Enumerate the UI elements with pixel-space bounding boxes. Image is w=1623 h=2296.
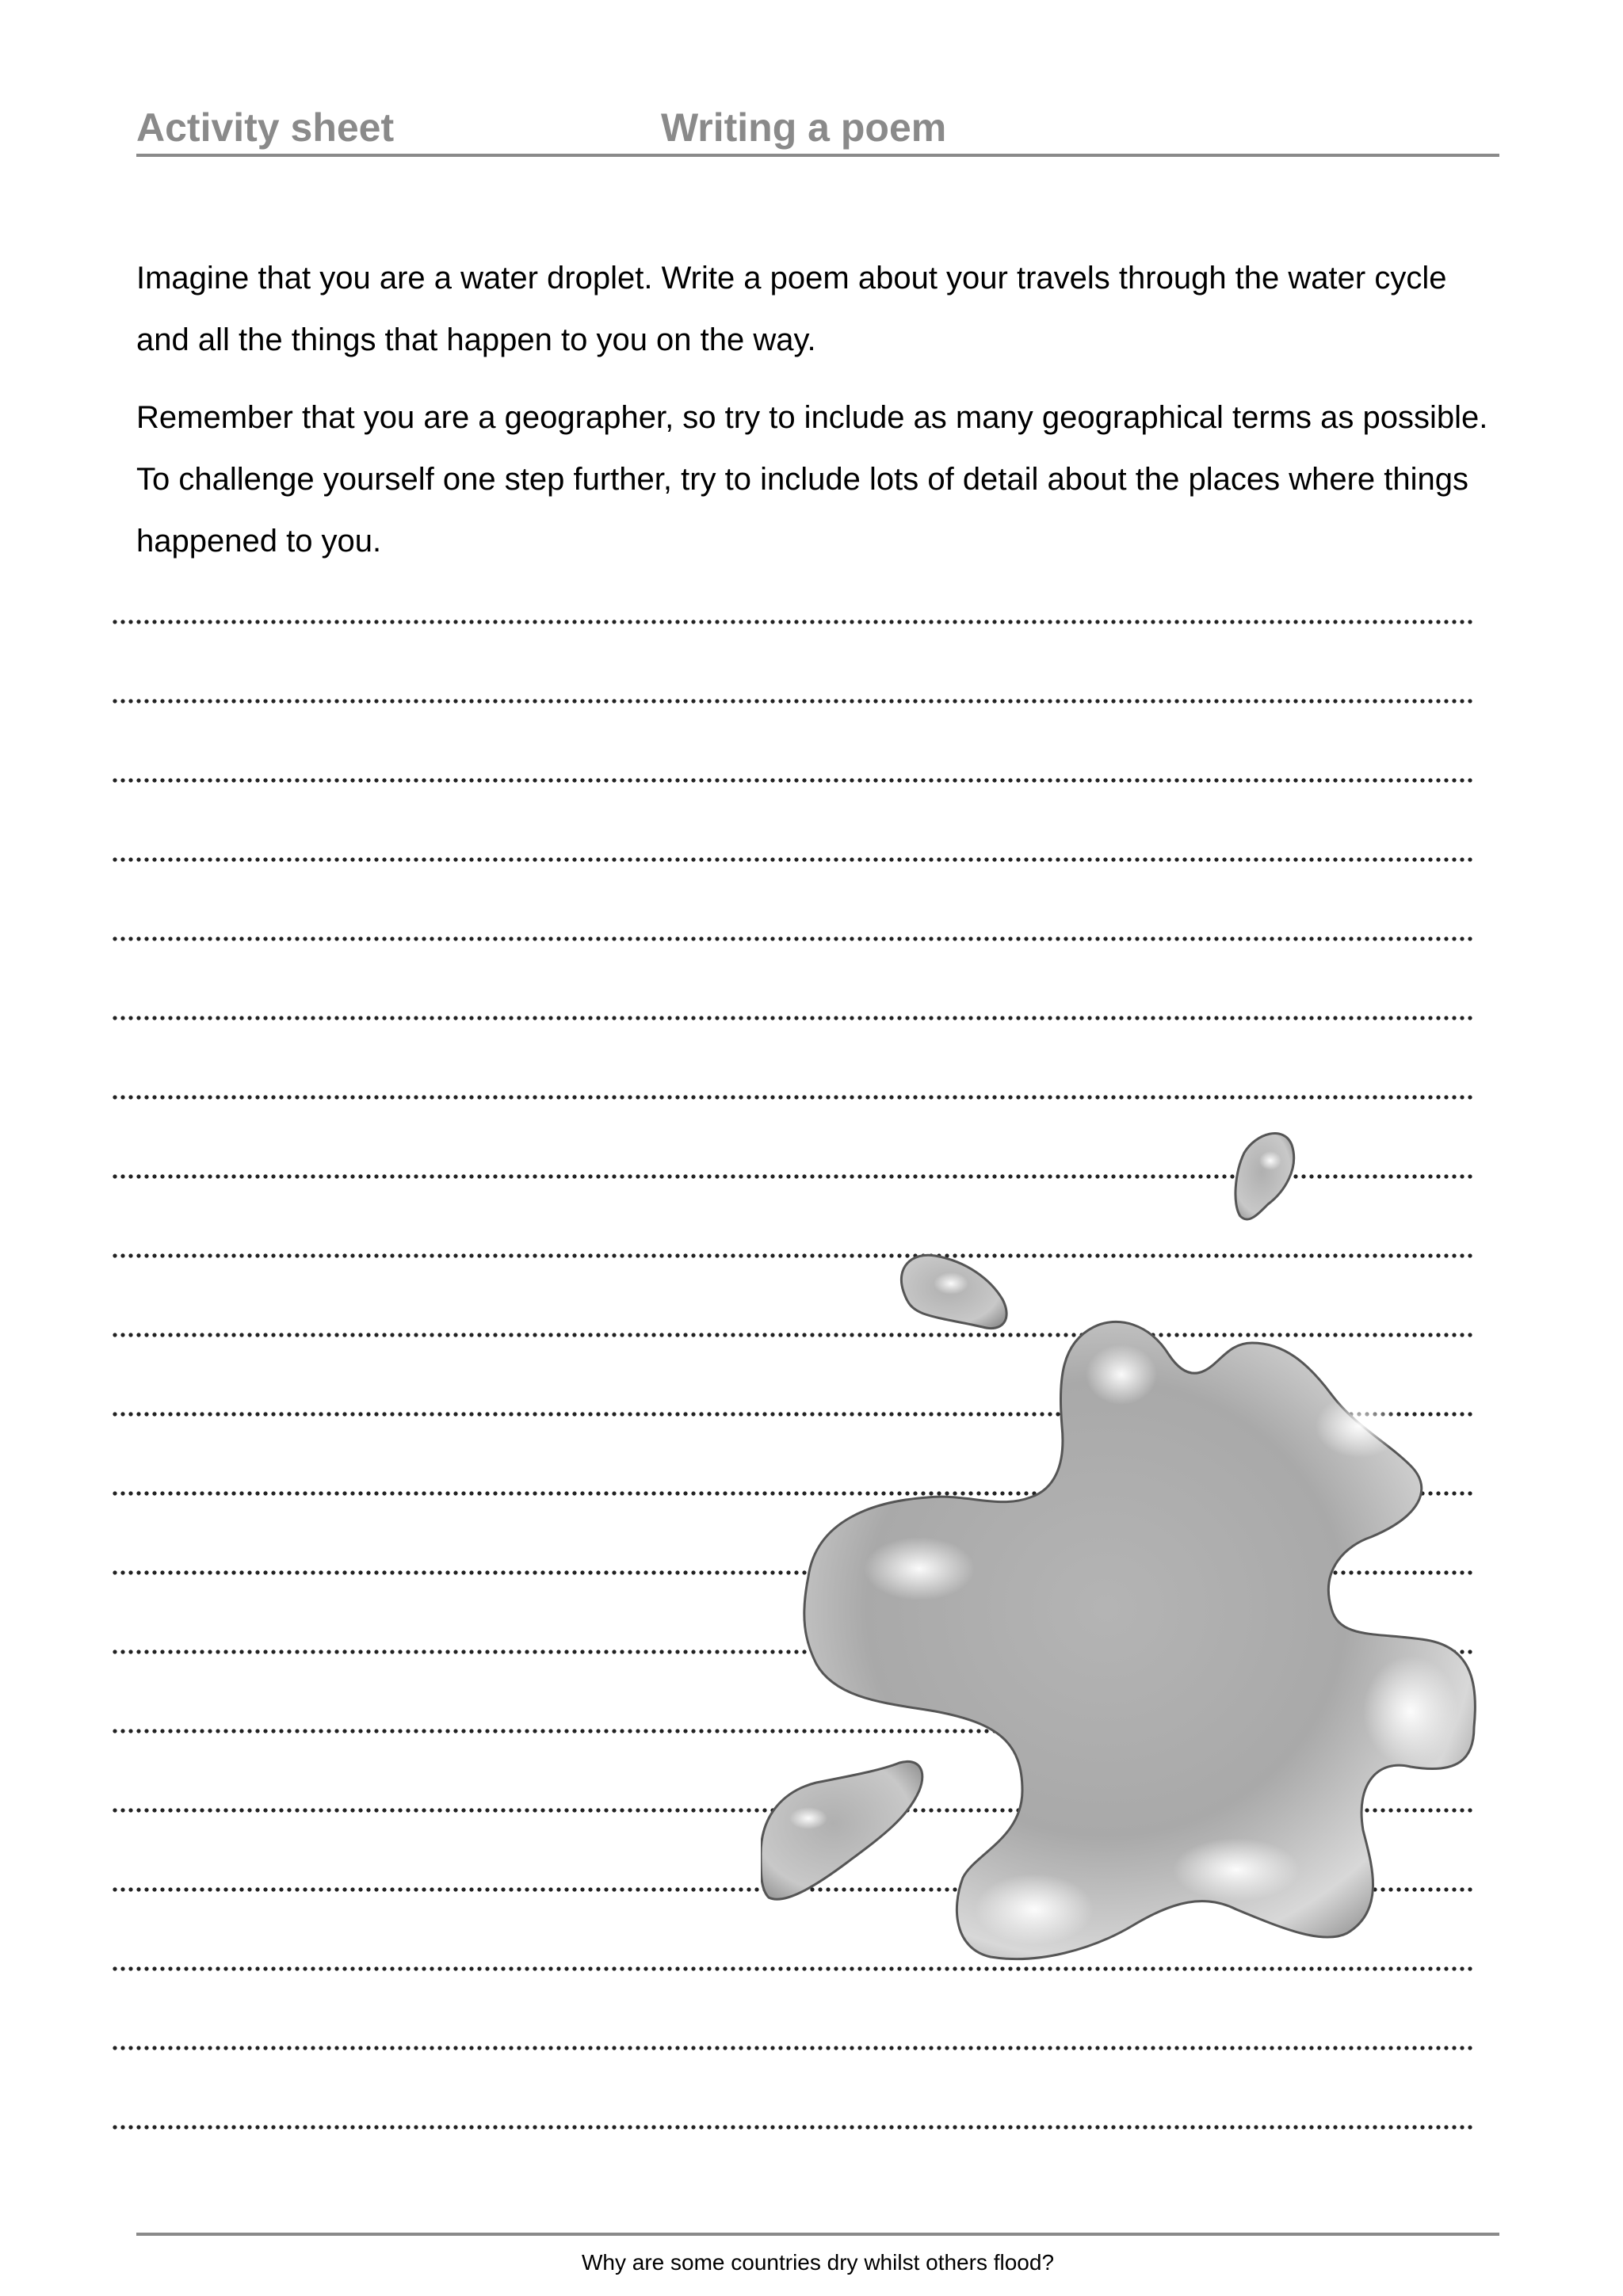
footer-text: Why are some countries dry whilst others flood? <box>581 2250 1055 2275</box>
page-header <box>136 101 1499 157</box>
writing-line[interactable] <box>111 2046 1472 2050</box>
writing-line[interactable] <box>111 936 1472 941</box>
instructions <box>136 247 1499 588</box>
water-splash-icon <box>761 1125 1623 2004</box>
instruction-paragraph-2: Remember that you are a geographer, so try to include as many geographical terms as possible. To challenge yourself one step further, try to include lots of detail about the places where things happened to you. <box>136 400 1488 559</box>
splash-drop-bottom-left <box>761 1761 922 1899</box>
header-right-title: Writing a poem <box>661 105 947 150</box>
writing-line[interactable] <box>111 1016 1472 1020</box>
writing-line[interactable] <box>111 1095 1472 1100</box>
instruction-paragraph-1: Imagine that you are a water droplet. Write a poem about your travels through the water cycle and all the things that happen to you on the way. <box>136 261 1447 357</box>
writing-line[interactable] <box>111 857 1472 862</box>
writing-line[interactable] <box>111 2125 1472 2130</box>
writing-line[interactable] <box>111 778 1472 783</box>
splash-drip-top-right <box>1235 1134 1294 1220</box>
header-left-title: Activity sheet <box>136 105 395 150</box>
writing-line[interactable] <box>111 699 1472 704</box>
writing-line[interactable] <box>111 620 1472 624</box>
footer-rule <box>136 2233 1499 2236</box>
